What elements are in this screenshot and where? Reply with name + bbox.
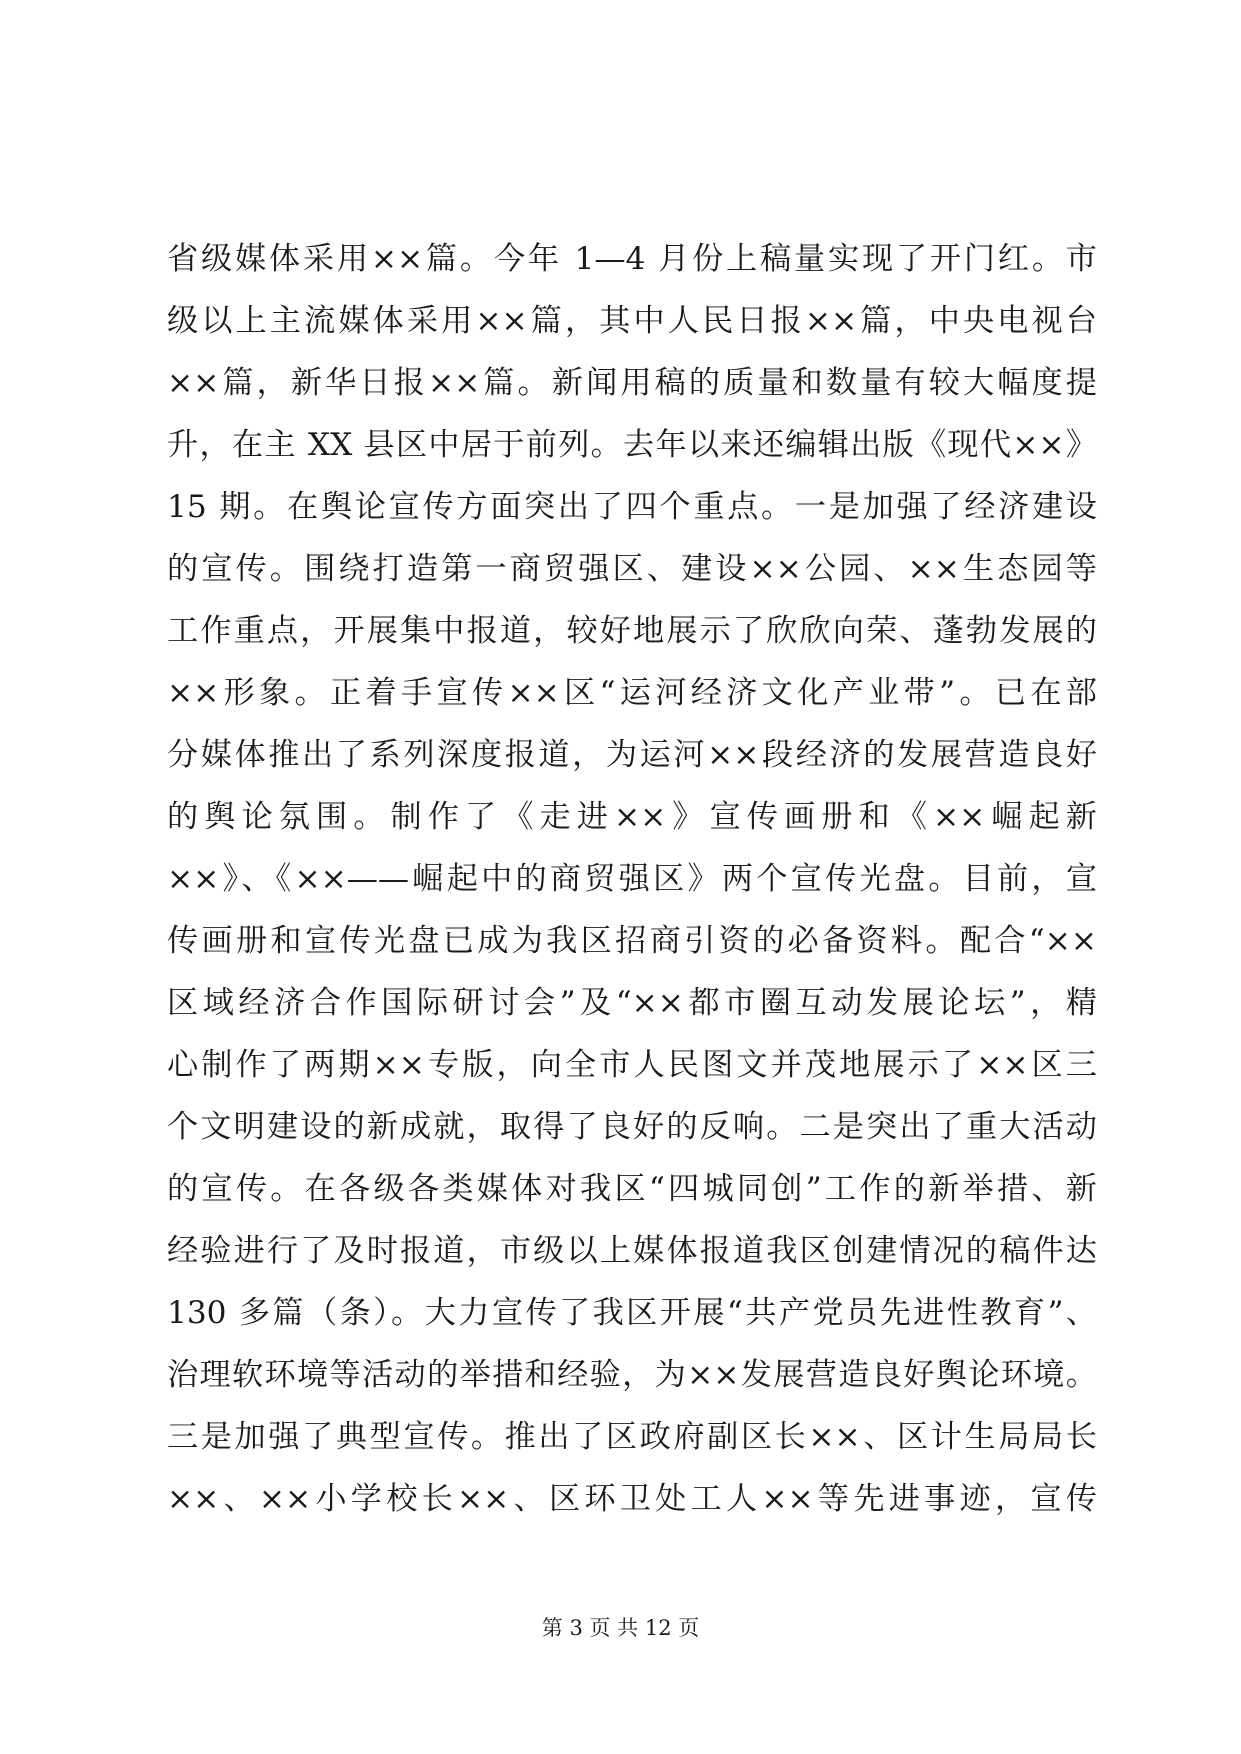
text-line: 经验进行了及时报道，市级以上媒体报道我区创建情况的稿件达 xyxy=(167,1233,1097,1269)
text-line: 130 多篇（条）。大力宣传了我区开展“共产党员先进性教育”、 xyxy=(167,1295,1097,1331)
text-line: 心制作了两期××专版，向全市人民图文并茂地展示了××区三 xyxy=(167,1047,1097,1083)
text-line: 的宣传。在各级各类媒体对我区“四城同创”工作的新举措、新 xyxy=(167,1171,1097,1207)
text-line: 三是加强了典型宣传。推出了区政府副区长××、区计生局局长 xyxy=(167,1419,1097,1455)
body-paragraph xyxy=(167,228,1097,1530)
text-line: 的舆论氛围。制作了《走进××》宣传画册和《××崛起新 xyxy=(167,799,1097,835)
text-line: 治理软环境等活动的举措和经验，为××发展营造良好舆论环境。 xyxy=(167,1357,1097,1393)
text-line: 传画册和宣传光盘已成为我区招商引资的必备资料。配合“×× xyxy=(167,923,1097,959)
text-line: ××篇，新华日报××篇。新闻用稿的质量和数量有较大幅度提 xyxy=(167,365,1097,401)
text-line: 工作重点，开展集中报道，较好地展示了欣欣向荣、蓬勃发展的 xyxy=(167,613,1097,649)
text-line: 个文明建设的新成就，取得了良好的反响。二是突出了重大活动 xyxy=(167,1109,1097,1145)
text-line: 分媒体推出了系列深度报道，为运河××段经济的发展营造良好 xyxy=(167,737,1097,773)
text-line: ××形象。正着手宣传××区“运河经济文化产业带”。已在部 xyxy=(167,675,1097,711)
text-line: 15 期。在舆论宣传方面突出了四个重点。一是加强了经济建设 xyxy=(167,489,1097,525)
text-line: 的宣传。围绕打造第一商贸强区、建设××公园、××生态园等 xyxy=(167,551,1097,587)
page-number-footer: 第 3 页 共 12 页 xyxy=(541,1616,700,1640)
text-line: 区域经济合作国际研讨会”及“××都市圈互动发展论坛”，精 xyxy=(167,985,1097,1021)
text-line: 省级媒体采用××篇。今年 1—4 月份上稿量实现了开门红。市 xyxy=(167,241,1097,277)
text-line: ××、××小学校长××、区环卫处工人××等先进事迹，宣传 xyxy=(167,1481,1097,1517)
text-line: ××》、《××——崛起中的商贸强区》两个宣传光盘。目前，宣 xyxy=(167,861,1097,897)
text-line: 升，在主 XX 县区中居于前列。去年以来还编辑出版《现代××》 xyxy=(167,427,1097,463)
text-line: 级以上主流媒体采用××篇，其中人民日报××篇，中央电视台 xyxy=(167,303,1097,339)
